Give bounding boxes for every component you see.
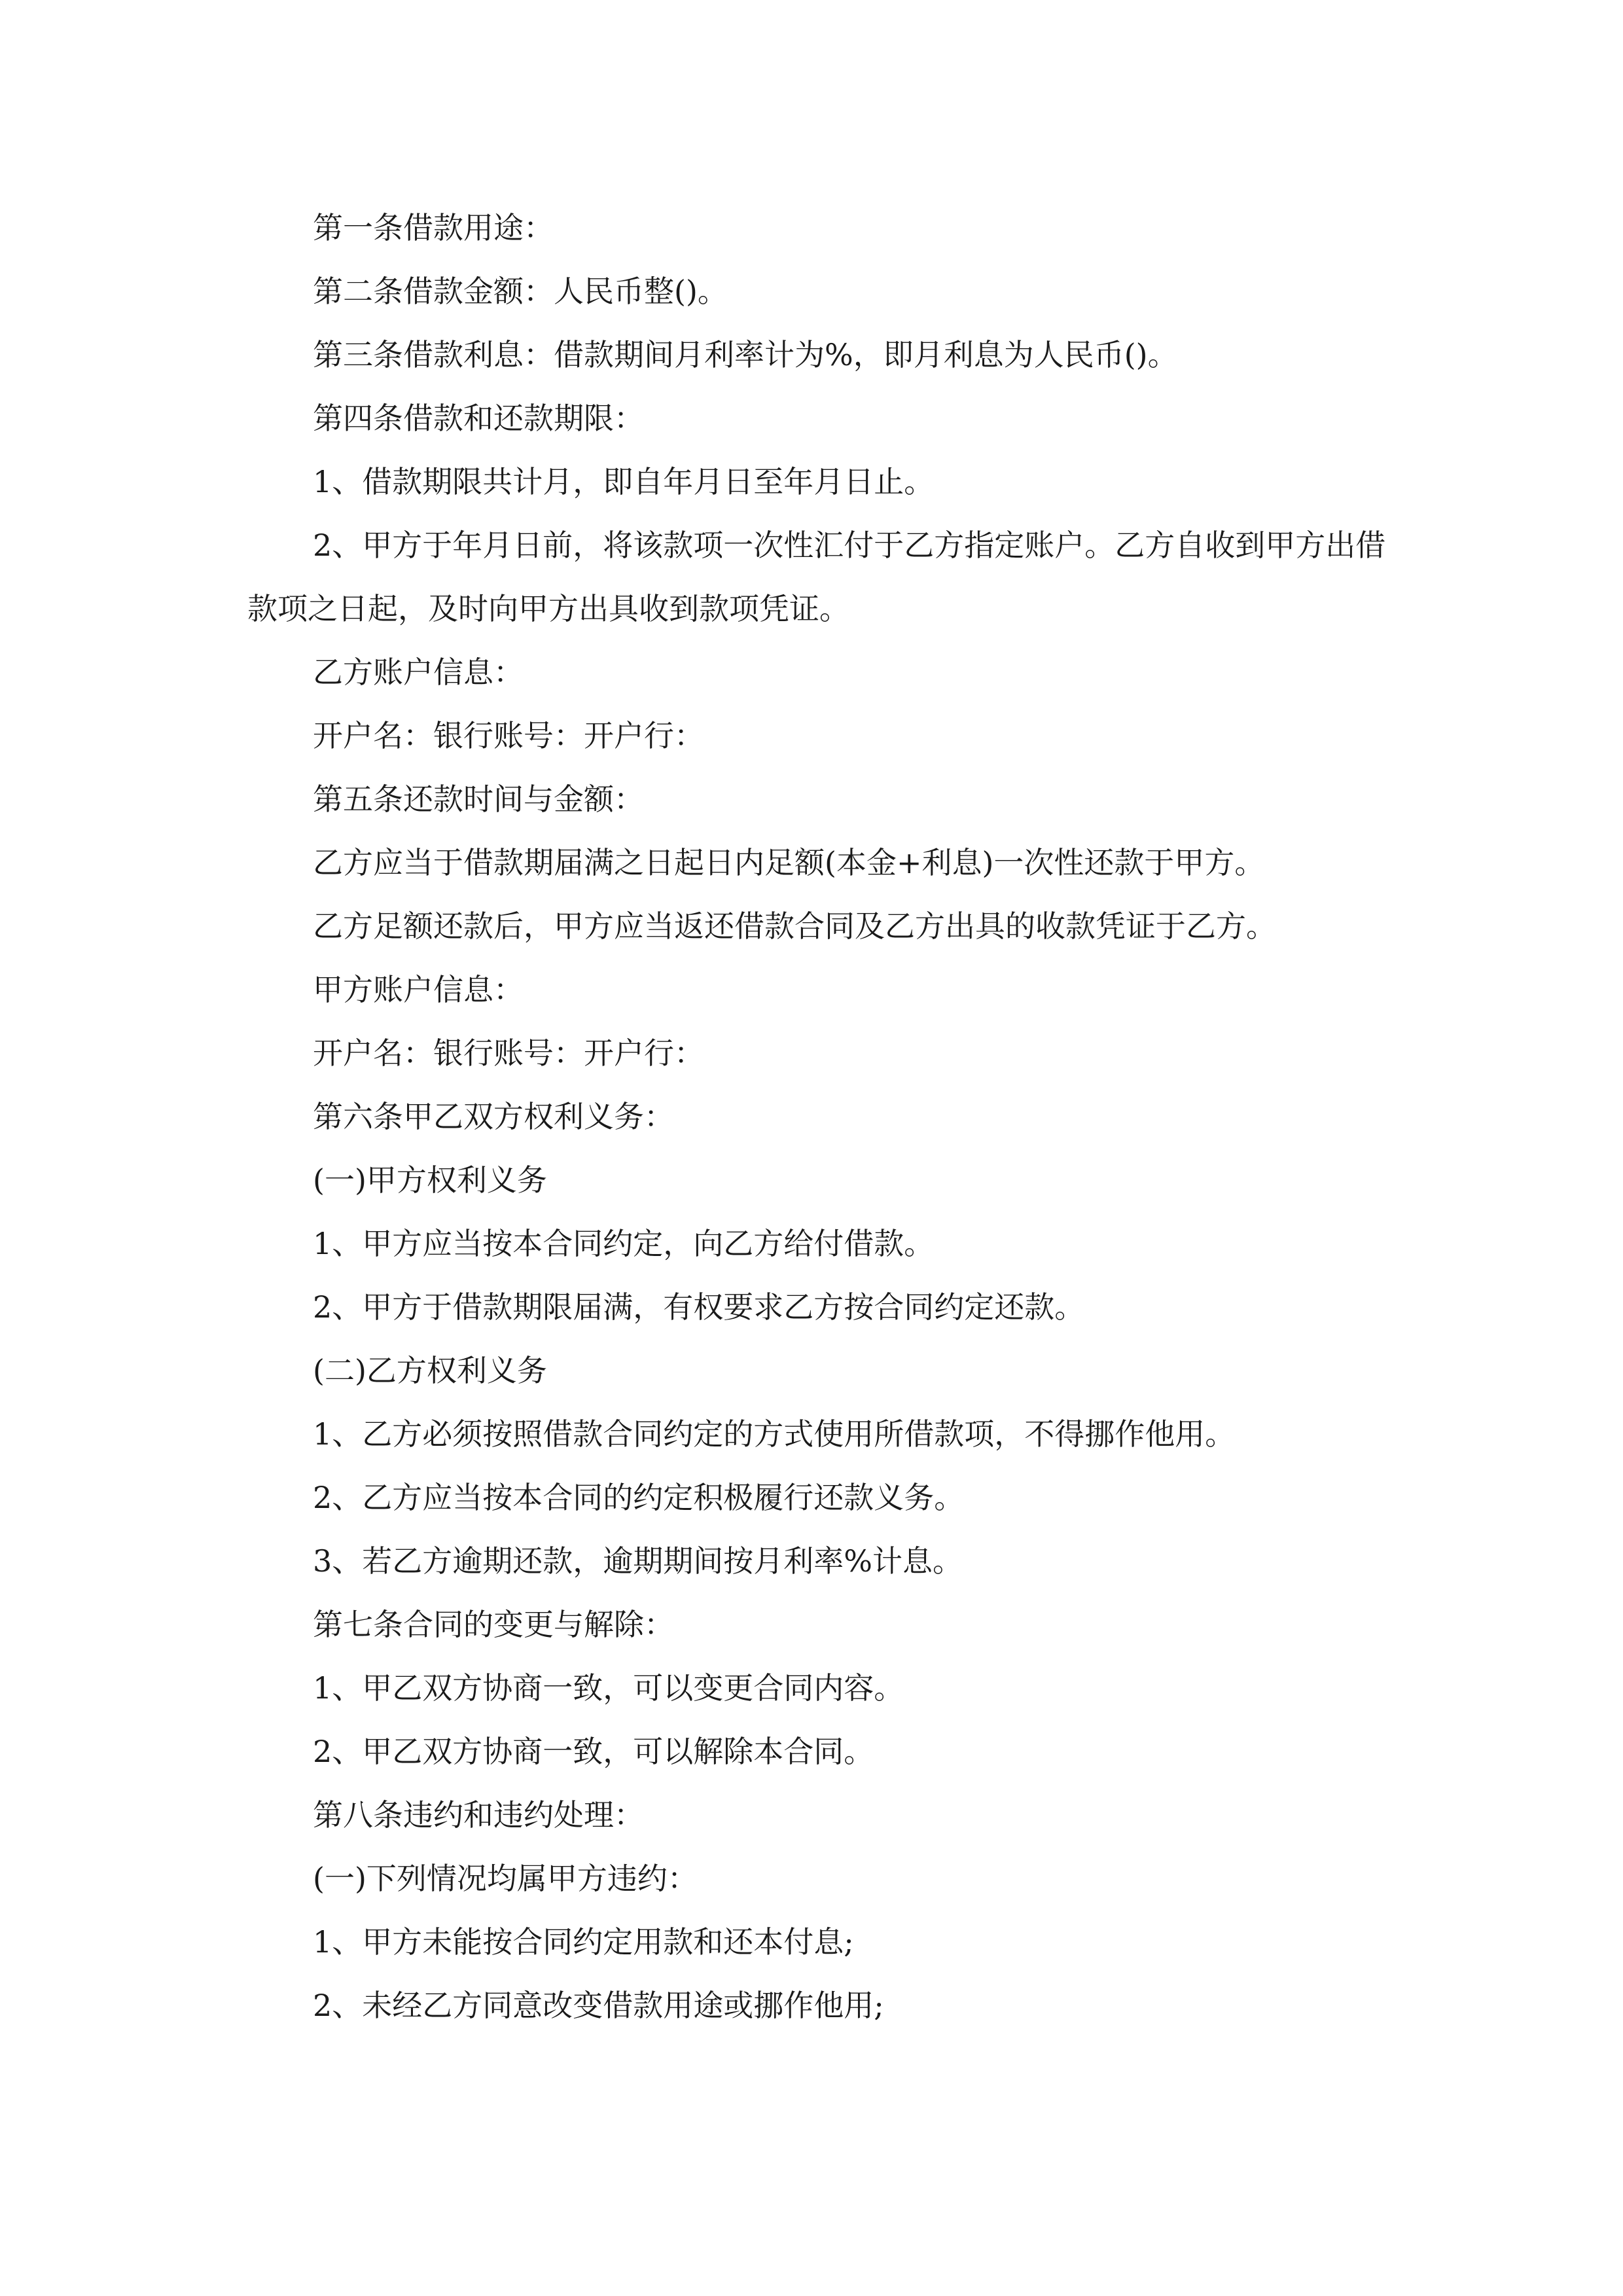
paragraph: 第七条合同的变更与解除： xyxy=(313,1607,674,1642)
paragraph: 1、乙方必须按照借款合同约定的方式使用所借款项，不得挪作他用。 xyxy=(313,1416,1236,1452)
paragraph: (一)下列情况均属甲方违约： xyxy=(313,1861,698,1896)
paragraph: 2、甲方于年月日前，将该款项一次性汇付于乙方指定账户。乙方自收到甲方出借款项之日起，及时向甲方出具收到款项凭证。 xyxy=(247,528,1386,626)
paragraph: 第六条甲乙双方权利义务： xyxy=(313,1099,674,1134)
paragraph: 2、甲乙双方协商一致，可以解除本合同。 xyxy=(313,1734,874,1769)
paragraph: 乙方足额还款后，甲方应当返还借款合同及乙方出具的收款凭证于乙方。 xyxy=(313,908,1276,944)
paragraph: 3、若乙方逾期还款，逾期期间按月利率%计息。 xyxy=(313,1543,963,1579)
paragraph: 1、借款期限共计月，即自年月日至年月日止。 xyxy=(313,464,935,499)
paragraph: 第四条借款和还款期限： xyxy=(313,401,644,436)
paragraph: 第三条借款利息：借款期间月利率计为%，即月利息为人民币()。 xyxy=(313,337,1178,372)
paragraph: (一)甲方权利义务 xyxy=(313,1162,547,1198)
paragraph: 2、甲方于借款期限届满，有权要求乙方按合同约定还款。 xyxy=(313,1289,1085,1325)
paragraph: 第二条借款金额：人民币整()。 xyxy=(313,274,728,309)
paragraph: 乙方账户信息： xyxy=(313,655,524,690)
paragraph: 乙方应当于借款期届满之日起日内足额(本金+利息)一次性还款于甲方。 xyxy=(313,845,1265,880)
paragraph: 1、甲方未能按合同约定用款和还本付息; xyxy=(313,1924,854,1960)
paragraph: 甲方账户信息： xyxy=(313,972,524,1007)
paragraph: 开户名：银行账号：开户行： xyxy=(313,1035,704,1071)
paragraph: 1、甲乙双方协商一致，可以变更合同内容。 xyxy=(313,1670,904,1706)
paragraph: 2、未经乙方同意改变借款用途或挪作他用; xyxy=(313,1988,884,2023)
paragraph: 第一条借款用途： xyxy=(313,210,554,245)
paragraph: 第八条违约和违约处理： xyxy=(313,1797,644,1833)
paragraph: (二)乙方权利义务 xyxy=(313,1353,547,1388)
paragraph: 第五条还款时间与金额： xyxy=(313,781,644,817)
paragraph: 开户名：银行账号：开户行： xyxy=(313,718,704,753)
paragraph: 1、甲方应当按本合同约定，向乙方给付借款。 xyxy=(313,1226,935,1261)
paragraph: 2、乙方应当按本合同的约定积极履行还款义务。 xyxy=(313,1480,965,1515)
document-body xyxy=(247,196,1386,2037)
